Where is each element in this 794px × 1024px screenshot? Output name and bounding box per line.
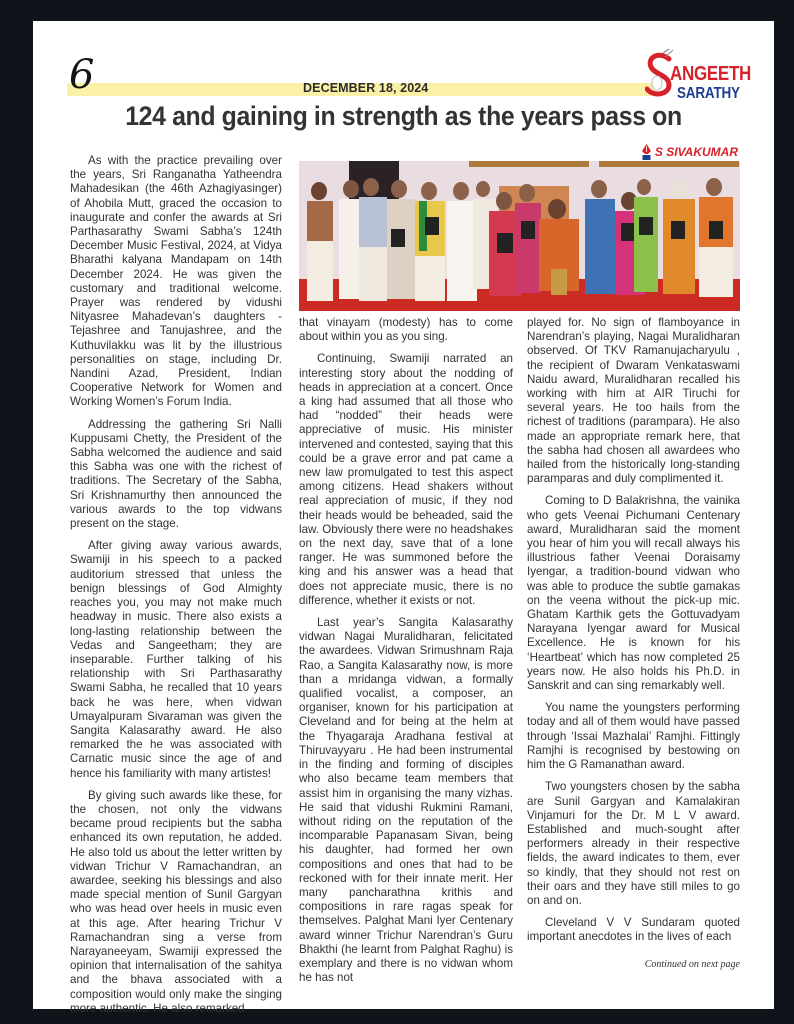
- masthead-logo: [645, 45, 755, 105]
- paragraph: Coming to D Balakrishna, the vainika who gets Veenai Pichumani Centenary award, Muralidharan said the moment you hear of him you will recall always his illustrious father Veenai Doraisamy Iyengar, a tradition-bound vidwan who was able to produce the subtle gamakas on the veena without the pick-up mic. Ghatam Karthik gets the Gottuvadyam Narayana Iyengar award for Musical Excellence. He is known for his ‘Heartbeat’ which has now completed 25 years now. He also holds his Ph.D. in Sanskrit and can sing remarkably well.: [527, 494, 740, 693]
- pen-nib-icon: [641, 144, 652, 160]
- logo-word-sangeeth: ANGEETH: [670, 62, 752, 85]
- paragraph: Last year’s Sangita Kalasarathy vidwan Nagai Muralidharan, felicitated the awardees. Vidwan Srimushnam Raja Rao, a Sangita Kalasarathy now, is more than a mridanga vidwan, a formally qualified vocalist, a composer, an organiser, known for his participation at Cleveland and for being at the helm at the Thyagaraja Aradhana festival at Thiruvayyaru . He had been instrumental in the finding and forming of disciples who also became team members that assist him in organising the many vizhas. He said that vidushi Rukmini Ramani, without riding on the reputation of the incomparable Papanasam Sivan, being his daughter, had formed her own compositions and ones that had to be reckoned with for their innate merit. Her many pancharathna krithis and compositions in rare ragas speak for themselves. Palghat Mani Iyer Centenary award winner Trichur Narendran’s Guru Bhakthi (he learnt from Palghat Raghu) is exemplary and there is no vidwan whom he has not: [299, 616, 513, 985]
- paragraph: After giving away various awards, Swamiji in his speech to a packed auditorium stressed that unless the benign blessings of God Almighty reaches you, you may not make much headway in music. There also exists a long-lasting relationship between the Vedas and Sangeetham; they are inseparable. Further talking of his relationship with Sri Parthasarathy Swami Sabha, he recalled that 10 years back he was here, when vidwan Umayalpuram Sivaraman was given the Sangita Kalasarathy award. He also remarked the he was associated with Carnatic music since the age of and hence his familiarity with many artistes!: [70, 539, 282, 780]
- paragraph: Two youngsters chosen by the sabha are Sunil Gargyan and Kamalakiran Vinjamuri for the Dr. M L V award. Established and much-sought after performers already in their respective fields, the award indicates to them, ever so kindly, that they should not rest on their oars and they have still miles to go on and on.: [527, 780, 740, 907]
- author-name: S SIVAKUMAR: [654, 145, 738, 159]
- paragraph: played for. No sign of flamboyance in Narendran’s playing, Nagai Muralidharan observed. Of TKV Ramanujacharyulu , the recipient of Dwaram Venkataswami Naidu award, Muralidharan recalled his working with him at AIR Tiruchi for several years. He too hails from the richest of traditions (parampara). He also made an appropriate remark here, that the sabha had chosen all awardees who hailed from the historically long-standing paramparas and duly complimented it.: [527, 316, 740, 486]
- byline: [641, 144, 738, 160]
- page-number: 6: [69, 52, 95, 98]
- paragraph: Addressing the gathering Sri Nalli Kuppusami Chetty, the President of the Sabha welcomed the audience and said this Sabha was one with the richest of traditions. The Secretary of the Sabha, Sri Krishnamurthy then announced the various awards to the top vidwans present on the stage.: [70, 417, 282, 531]
- group-photo-illustration: [299, 161, 740, 311]
- newspaper-page: [33, 21, 774, 1015]
- continued-on-next-page[interactable]: Continued on next page: [644, 959, 740, 970]
- issue-date: DECEMBER 18, 2024: [303, 81, 429, 95]
- article-column-2: [299, 316, 513, 993]
- award-ceremony-photo: [299, 161, 740, 311]
- article-column-1: [70, 154, 282, 1024]
- paragraph: You name the youngsters performing today and all of them would have passed through ‘Issai Mazhalai’ Ramjhi. Fittingly Ramjhi is recognised by bestowing on him the G Ramanathan award.: [527, 701, 740, 772]
- logo-word-sarathy: SARATHY: [677, 84, 740, 102]
- article-column-3: [527, 316, 740, 953]
- article-headline: 124 and gaining in strength as the years pass on: [125, 101, 682, 131]
- paragraph: Cleveland V V Sundaram quoted important anecdotes in the lives of each: [527, 916, 740, 944]
- paragraph: As with the practice prevailing over the years, Sri Ranganatha Yatheendra Mahadesikan (the 46th Azhagiyasinger) of Ahobila Mutt, graced the occasion to inaugurate and confer the awards at Sri Parthasarathy Swami Sabha’s 124th December Music Festival, 2024, at Vidya Bharathi kalyana Mandapam on 14th December 2024. He was given the customary and traditional welcome. Prayer was rendered by vidushi Nityasree Mahadevan’s daughters - Tejashree and Tanujashree, and the Kuthuvilakku was lit by the illustrious personalities on stage, including Dr. Nandini Azad, President, Indian Cooperative Network for Women and Working Women’s Forum India.: [70, 154, 282, 409]
- paragraph: that vinayam (modesty) has to come about within you as you sing.: [299, 316, 513, 344]
- paragraph: Continuing, Swamiji narrated an interesting story about the nodding of heads in appreciation at a concert. Once a king had assumed that all those who had “nodded” their heads were appreciative of music. His minister intervened and contested, saying that this could be a grave error and pat came a new law promulgated to test this aspect among citizens. Head shakers without real appreciation of music, if they nod their heads would be beheaded, said the law. Obviously there were no headshakes on the next day, save that of a lone ranger. He was summoned before the king and his answer was a head that does not appreciate music, there is no difference, whether it exists or not.: [299, 352, 513, 607]
- paragraph: By giving such awards like these, for the chosen, not only the vidwans became proud recipients but the sabha enhanced its own reputation, he added. He also told us about the letter written by vidwan Trichur V Ramachandran, an awardee, seeking his blessings and also made special mention of Sunil Gargyan who was head over heels in music even at this age. After hearing Trichur V Ramachandran sing a verse from Narayaneeyam, Swamiji expressed the opinion that internalisation of the sahitya and the bhava associated with a composition would only make the singing more authentic. He also remarked: [70, 788, 282, 1015]
